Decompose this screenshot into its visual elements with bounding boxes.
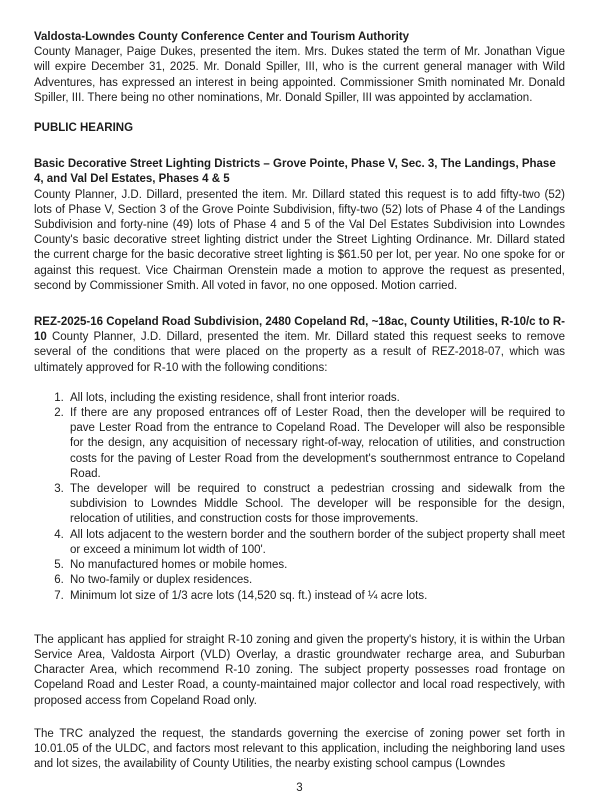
condition-item-6: 6. No two-family or duplex residences. bbox=[67, 573, 565, 588]
page-number: 3 bbox=[296, 782, 303, 795]
rez-case-intro: County Planner, J.D. Dillard, presented the item. Mr. Dillard stated this request seeks to remove several of the conditions that were placed on the property as a result of REZ-2018-07, which was ultimately approved for R-10 with the following conditions: bbox=[34, 331, 565, 374]
paragraph-applicant-zoning: The applicant has applied for straight R-10 zoning and given the property's history, it is within the Urban Service Area, Valdosta Airport (VLD) Overlay, a drastic groundwater recharge area, and Suburban Character Area, which recommend R-10 zoning. The subject property possesses road frontage on Copeland Road and Lester Road, a county-maintained major collector and local road respectively, with proposed access from Copeland Road only. bbox=[34, 633, 565, 707]
section-heading-public-hearing: PUBLIC HEARING bbox=[34, 122, 134, 135]
paragraph-tourism-authority: County Manager, Paige Dukes, presented the item. Mrs. Dukes stated the term of Mr. Jonathan Vigue will expire December 31, 2025. Mr. Donald Spiller, III, who is the current general manager with Wild Adventures, has expressed an interest in being appointed. Commissioner Smith nominated Mr. Donald Spiller, III. There being no other nominations, Mr. Donald Spiller, III was appointed by acclamation. bbox=[34, 46, 565, 104]
rez-case-title: REZ-2025-16 Copeland Road Subdivision, 2480 Copeland Rd, ~18ac, County Utilities, R-10/c to R-10 bbox=[34, 316, 565, 344]
section-heading-street-lighting: Basic Decorative Street Lighting Districts – Grove Pointe, Phase V, Sec. 3, The Landings, Phase 4, and Val Del Estates, Phases 4 & 5 bbox=[34, 158, 556, 186]
condition-item-4: 4. All lots adjacent to the western border and the southern border of the subject property shall meet or exceed a minimum lot width of 100'. bbox=[67, 528, 565, 558]
rez-conditions-list bbox=[34, 391, 565, 604]
condition-item-2: 2. If there are any proposed entrances off of Lester Road, then the developer will be required to pave Lester Road from the entrance to Copeland Road. The Developer will also be responsible for the design, any acquisition of necessary right-of-way, relocation of utilities, and construction costs for the paving of Lester Road from the development's southernmost entrance to Copeland Road. bbox=[67, 406, 565, 482]
paragraph-rez-2025-16 bbox=[34, 315, 565, 376]
condition-item-1: 1. All lots, including the existing residence, shall front interior roads. bbox=[67, 391, 565, 406]
paragraph-street-lighting: County Planner, J.D. Dillard, presented the item. Mr. Dillard stated this request is to add fifty-two (52) lots of Phase V, Section 3 of the Grove Pointe Subdivision, fifty-two (52) lots of Phase 4 of the Landings Subdivision and forty-nine (49) lots of Phase 4 and 5 of the Val Del Estates Subdivision into Lowndes County's basic decorative street lighting district under the Street Lighting Ordinance. Mr. Dillard stated the current charge for the basic decorative street lighting is $61.50 per lot, per year. No one spoke for or against this request. Vice Chairman Orenstein made a motion to approve the request as presented, second by Commissioner Smith. All voted in favor, no one opposed. Motion carried. bbox=[34, 188, 565, 292]
condition-item-5: 5. No manufactured homes or mobile homes. bbox=[67, 558, 565, 573]
condition-item-7: 7. Minimum lot size of 1/3 acre lots (14,520 sq. ft.) instead of ¼ acre lots. bbox=[67, 589, 565, 604]
section-heading-tourism-authority: Valdosta-Lowndes County Conference Center and Tourism Authority bbox=[34, 31, 410, 43]
condition-item-3: 3. The developer will be required to construct a pedestrian crossing and sidewalk from the subdivision to Lowndes Middle School. The developer will be responsible for the design, relocation of utilities, and construction costs for those improvements. bbox=[67, 482, 565, 528]
paragraph-trc-analysis: The TRC analyzed the request, the standards governing the exercise of zoning power set forth in 10.01.05 of the ULDC, and factors most relevant to this application, including the neighboring land uses and lot sizes, the availability of County Utilities, the nearby existing school campus (Lowndes bbox=[34, 727, 565, 771]
